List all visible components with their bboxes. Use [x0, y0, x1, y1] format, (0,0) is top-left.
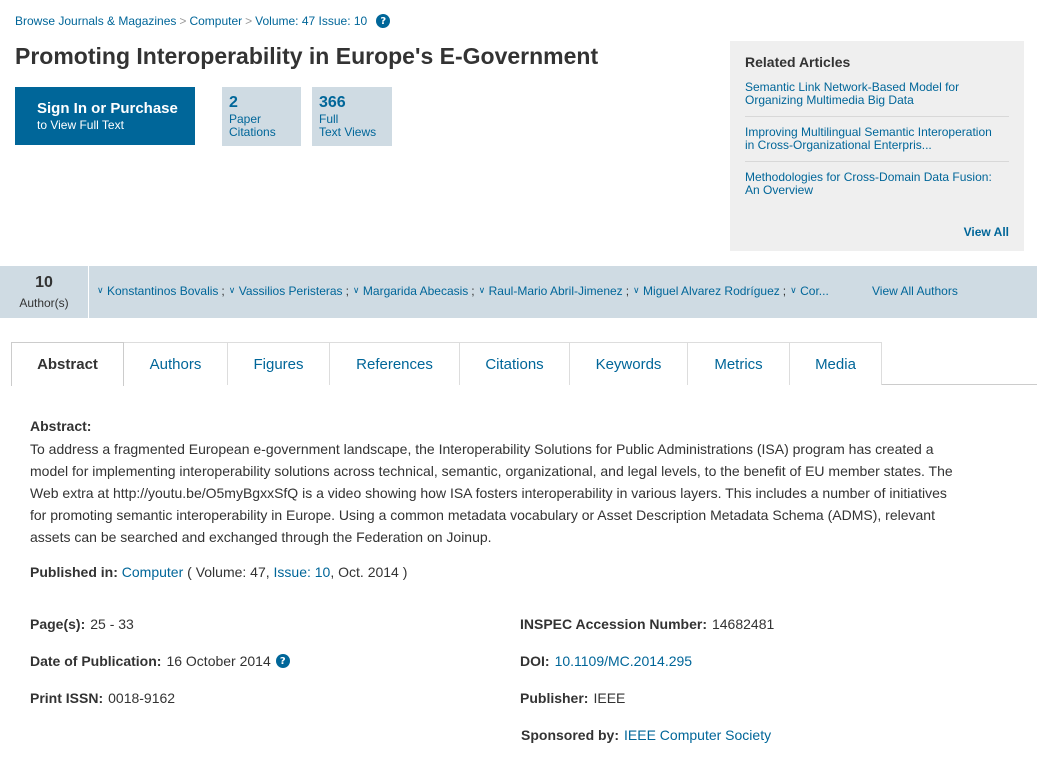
- publisher-value: IEEE: [593, 690, 626, 706]
- abstract-section: [30, 417, 1005, 548]
- page-title: Promoting Interoperability in Europe's E-Government: [15, 43, 599, 69]
- abstract-line: model for implementing interoperability solutions across technical, semantic, organizational, and legal levels, to the benefit of EU member states. The: [30, 463, 953, 479]
- related-article-line: Semantic Link Network-Based Model for: [745, 80, 960, 94]
- author-separator: ;: [221, 284, 225, 298]
- author-link[interactable]: Konstantinos Bovalis: [107, 284, 219, 298]
- author-separator: ;: [625, 284, 630, 298]
- issue-link[interactable]: Issue: 10: [273, 564, 331, 580]
- sponsor-row: [521, 727, 771, 743]
- publisher-label: Publisher:: [520, 690, 589, 706]
- tab-figures[interactable]: Figures: [228, 342, 330, 385]
- inspec-label: INSPEC Accession Number:: [520, 616, 707, 632]
- issn-label: Print ISSN:: [30, 690, 104, 706]
- paper-citations-metric[interactable]: [222, 87, 301, 146]
- document-tabs: [11, 342, 1037, 385]
- date-text: , Oct. 2014 ): [330, 564, 408, 580]
- sign-in-sublabel: to View Full Text: [37, 118, 124, 132]
- related-articles-heading: Related Articles: [745, 54, 851, 70]
- tab-media[interactable]: Media: [790, 342, 882, 385]
- full-text-views-metric[interactable]: [312, 87, 392, 146]
- author-separator: ;: [782, 284, 787, 298]
- question-circle-icon[interactable]: ?: [276, 654, 290, 668]
- published-in: [30, 564, 407, 580]
- breadcrumb-browse-link[interactable]: Browse Journals & Magazines: [15, 14, 177, 28]
- abstract-line: for promoting semantic interoperability in Europe. Using a common metadata vocabulary or Asset Description Metadata Schema (ADMS), relevant: [30, 507, 935, 523]
- author-link[interactable]: Miguel Alvarez Rodríguez: [643, 284, 780, 298]
- sign-in-label: Sign In or Purchase: [37, 100, 178, 117]
- view-all-authors-link[interactable]: View All Authors: [872, 284, 958, 298]
- sign-in-purchase-button[interactable]: [15, 87, 195, 145]
- journal-link[interactable]: Computer: [121, 564, 184, 580]
- publisher-row: [520, 690, 625, 706]
- related-view-all-link[interactable]: View All: [963, 225, 1009, 239]
- author-list: [97, 284, 829, 298]
- inspec-value: 14682481: [711, 616, 775, 632]
- abstract-line: To address a fragmented European e-government landscape, the Interoperability Solutions for Public Administrations (ISA) program has created a: [30, 441, 934, 457]
- views-label-1: Full: [319, 112, 339, 126]
- tab-keywords[interactable]: Keywords: [570, 342, 688, 385]
- breadcrumb-computer-link[interactable]: Computer: [189, 14, 243, 28]
- author-separator: ;: [471, 284, 475, 298]
- volume-text: ( Volume: 47,: [187, 564, 270, 580]
- doi-label: DOI:: [520, 653, 550, 669]
- doi-link[interactable]: 10.1109/MC.2014.295: [554, 653, 693, 669]
- citations-label-1: Paper: [229, 112, 262, 126]
- abstract-line: Web extra at http://youtu.be/O5myBgxxSfQ is a video showing how ISA fosters interoperability in various layers. This includes a number of initiatives: [30, 485, 947, 501]
- tab-metrics[interactable]: Metrics: [688, 342, 790, 385]
- views-label-2: Text Views: [319, 125, 377, 139]
- author-link[interactable]: Margarida Abecasis: [362, 284, 469, 298]
- author-count: 10: [35, 274, 53, 291]
- breadcrumb-separator: >: [245, 14, 253, 28]
- breadcrumb-issue-link[interactable]: Volume: 47 Issue: 10: [255, 14, 368, 28]
- tab-abstract[interactable]: Abstract: [11, 342, 124, 386]
- abstract-line: assets can be searched and exchanged through the Federation on Joinup.: [30, 529, 492, 545]
- related-article-line: Methodologies for Cross-Domain Data Fusion:: [745, 170, 992, 184]
- tab-references[interactable]: References: [330, 342, 460, 385]
- pages-value: 25 - 33: [90, 616, 134, 632]
- related-article-line: Organizing Multimedia Big Data: [745, 93, 914, 107]
- sponsor-label: Sponsored by:: [521, 727, 620, 743]
- author-count-label: Author(s): [19, 296, 69, 310]
- question-circle-icon[interactable]: ?: [376, 14, 390, 28]
- doi-row: [520, 653, 692, 669]
- date-value: 16 October 2014: [166, 653, 271, 669]
- issn-value: 0018-9162: [108, 690, 176, 706]
- related-article-link[interactable]: [745, 126, 1009, 162]
- abstract-heading: Abstract:: [30, 418, 92, 434]
- citations-label-2: Citations: [229, 125, 276, 139]
- chevron-down-icon[interactable]: ∨: [633, 286, 640, 296]
- related-articles-panel: [730, 41, 1024, 251]
- inspec-row: [520, 616, 774, 632]
- related-article-link[interactable]: [745, 81, 1009, 117]
- author-link[interactable]: Vassilios Peristeras: [238, 284, 343, 298]
- citations-count: 2: [229, 94, 238, 111]
- pages-label: Page(s):: [30, 616, 86, 632]
- tab-authors[interactable]: Authors: [124, 342, 228, 385]
- breadcrumb-separator: >: [179, 14, 187, 28]
- author-count-box: [0, 266, 89, 318]
- chevron-down-icon[interactable]: ∨: [97, 286, 104, 296]
- author-link[interactable]: Raul-Mario Abril-Jimenez: [488, 284, 623, 298]
- authors-bar: [0, 266, 1037, 318]
- related-article-line: Improving Multilingual Semantic Interoperation: [745, 125, 992, 139]
- chevron-down-icon[interactable]: ∨: [790, 286, 797, 296]
- pages-row: [30, 616, 134, 632]
- issn-row: [30, 690, 175, 706]
- chevron-down-icon[interactable]: ∨: [228, 286, 236, 296]
- author-separator: ;: [345, 284, 349, 298]
- chevron-down-icon[interactable]: ∨: [352, 286, 360, 296]
- related-article-link[interactable]: [745, 171, 1009, 206]
- date-label: Date of Publication:: [30, 653, 162, 669]
- tab-citations[interactable]: Citations: [460, 342, 570, 385]
- date-row: [30, 653, 290, 669]
- views-count: 366: [319, 94, 346, 111]
- author-link[interactable]: Cor...: [800, 284, 829, 298]
- chevron-down-icon[interactable]: ∨: [478, 286, 486, 296]
- sponsor-link[interactable]: IEEE Computer Society: [624, 727, 772, 743]
- breadcrumb: [15, 14, 390, 28]
- related-article-line: An Overview: [745, 183, 814, 197]
- related-article-line: in Cross-Organizational Enterpris...: [745, 138, 932, 152]
- published-in-label: Published in:: [30, 564, 118, 580]
